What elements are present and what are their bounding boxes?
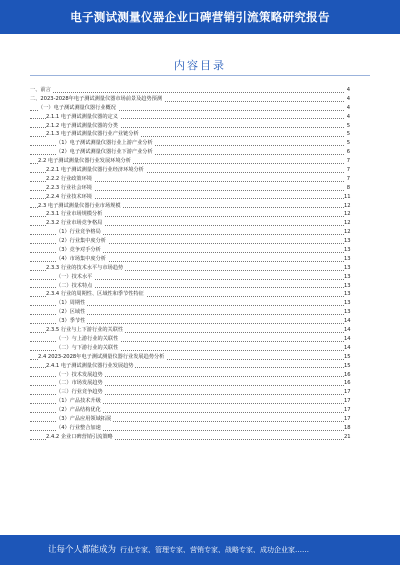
toc-entry-page: 14 xyxy=(344,327,351,334)
toc-entry[interactable] xyxy=(30,406,350,415)
toc-entry-page: 15 xyxy=(344,353,351,360)
toc-entry-label: 2.3.2 行业市场竞争格局 xyxy=(46,220,103,227)
toc-entry[interactable] xyxy=(30,166,350,175)
toc-entry-page: 4 xyxy=(344,104,350,113)
toc-entry-label: （2）区域性 xyxy=(56,309,86,316)
toc-entry[interactable] xyxy=(30,264,350,273)
toc-entry-page: 14 xyxy=(344,344,351,351)
report-title: 电子测试测量仪器企业口碑营销引流策略研究报告 xyxy=(70,10,330,24)
toc-entry[interactable] xyxy=(30,388,350,397)
toc-entry[interactable] xyxy=(30,104,350,113)
toc-entry-label: （二）市场发展趋势 xyxy=(56,380,103,387)
toc-entry-label: 2.3.4 行业的周期性、区域性和季节性特征 xyxy=(46,291,144,298)
toc-entry-page: 4 xyxy=(344,113,350,122)
toc-entry-label: 2.2.3 行业社会环境 xyxy=(46,184,92,191)
toc-entry-label: （4）行业整合加速 xyxy=(56,424,101,431)
toc-entry-page: 6 xyxy=(344,148,350,157)
toc-entry-label: （二）技术特点 xyxy=(56,282,93,289)
toc-entry[interactable] xyxy=(30,157,350,166)
toc-entry-page: 14 xyxy=(344,318,351,325)
toc-entry-page: 13 xyxy=(344,291,351,298)
toc-entry-label: 2.3 电子测试测量仪器行业市场规模 xyxy=(38,202,121,209)
toc-entry-label: 2.3.1 行业市场规模分析 xyxy=(46,211,103,218)
toc-entry[interactable] xyxy=(30,299,350,308)
toc-entry-label: （一）与上游行业的关联性 xyxy=(56,335,119,342)
toc-entry[interactable] xyxy=(30,326,350,335)
toc-entry[interactable] xyxy=(30,308,350,317)
toc-entry-page: 13 xyxy=(344,273,351,280)
toc-entry-label: 2.1.1 电子测试测量仪器的定义 xyxy=(46,113,118,120)
toc-entry-label: （3）产品应用领域拓展 xyxy=(56,415,112,422)
toc-entry[interactable] xyxy=(30,255,350,264)
toc-entry[interactable] xyxy=(30,210,350,219)
toc-entry-page: 16 xyxy=(344,371,351,378)
toc-entry-label: （3）季节性 xyxy=(56,318,86,325)
toc-entry-label: （一）电子测试测量仪器行业概况 xyxy=(38,104,116,111)
toc-entry-page: 13 xyxy=(344,309,351,316)
toc-leader-dots xyxy=(30,92,344,93)
toc-entry-page: 17 xyxy=(344,407,351,414)
report-header xyxy=(0,0,400,34)
toc-entry-label: 2.1.3 电子测试测量仪器行业产业链分析 xyxy=(46,131,139,138)
toc-entry-page: 13 xyxy=(344,300,351,307)
toc-entry[interactable] xyxy=(30,246,350,255)
toc-entry[interactable] xyxy=(30,139,350,148)
toc-entry-label: 2.1.2 电子测试测量仪器的分类 xyxy=(46,122,118,129)
toc-entry-page: 17 xyxy=(344,398,351,405)
toc-entry[interactable] xyxy=(30,344,350,353)
toc-entry-label: （一）技术水平 xyxy=(56,273,93,280)
toc-entry[interactable] xyxy=(30,86,350,95)
toc-entry[interactable] xyxy=(30,371,350,380)
toc-entry-page: 13 xyxy=(344,264,351,271)
toc-entry-page: 12 xyxy=(344,202,351,209)
toc-entry-label: （三）行业竞争趋势 xyxy=(56,389,103,396)
toc-entry[interactable] xyxy=(30,282,350,291)
toc-entry-page: 5 xyxy=(344,139,350,148)
toc-entry-page: 12 xyxy=(344,220,351,227)
toc-entry-label: （3）竞争对手分析 xyxy=(56,247,101,254)
toc-entry[interactable] xyxy=(30,379,350,388)
toc-entry-page: 21 xyxy=(344,433,351,440)
toc-entry-label: （2）行业集中度分析 xyxy=(56,238,106,245)
footer-tagline: 行业专家、管理专家、营销专家、战略专家、成功企业家…… xyxy=(120,546,309,554)
toc-entry[interactable] xyxy=(30,148,350,157)
toc-entry-label: 2.3.3 行业的技术水平与市场趋势 xyxy=(46,264,124,271)
toc-entry-page: 7 xyxy=(344,175,350,184)
toc-entry-label: （1）周期性 xyxy=(56,300,86,307)
toc-entry-page: 7 xyxy=(344,157,350,166)
toc-entry-page: 7 xyxy=(344,166,350,175)
toc-entry-label: 二、2023-2028年电子测试测量仪器市场前景及趋势预测 xyxy=(30,95,163,102)
toc-entry-page: 4 xyxy=(344,95,350,104)
toc-entry[interactable] xyxy=(30,353,350,362)
toc-entry-label: 2.2.2 行业政策环境 xyxy=(46,175,92,182)
toc-entry-label: 2.4.2 企业口碑营销引流策略 xyxy=(46,433,113,440)
toc-entry-label: （1）产品技术升级 xyxy=(56,398,101,405)
footer-slogan: 让每个人都能成为 xyxy=(48,545,117,555)
toc-entry-label: 2.4 2023-2028年电子测试测量仪器行业发展趋势分析 xyxy=(38,353,165,360)
toc-entry-label: （一）技术发展趋势 xyxy=(56,371,103,378)
toc-entry[interactable] xyxy=(30,335,350,344)
toc-entry[interactable] xyxy=(30,317,350,326)
toc-entry[interactable] xyxy=(30,424,350,433)
toc-entry-label: （1）行业竞争格局 xyxy=(56,229,101,236)
toc-entry-label: 一、前言 xyxy=(30,87,51,93)
toc-entry-page: 4 xyxy=(344,86,350,95)
toc-entry[interactable] xyxy=(30,113,350,122)
toc-entry[interactable] xyxy=(30,202,350,211)
toc-entry[interactable] xyxy=(30,193,350,202)
report-footer xyxy=(0,535,400,565)
toc-entry[interactable] xyxy=(30,130,350,139)
toc-entry[interactable] xyxy=(30,122,350,131)
toc-title: 内容目录 xyxy=(174,59,226,72)
toc-divider xyxy=(30,75,370,76)
toc-entry-page: 15 xyxy=(344,362,351,369)
table-of-contents xyxy=(30,86,350,442)
toc-entry[interactable] xyxy=(30,273,350,282)
toc-entry[interactable] xyxy=(30,237,350,246)
toc-entry-label: （4）市场集中度分析 xyxy=(56,255,106,262)
toc-entry[interactable] xyxy=(30,397,350,406)
toc-entry-label: 2.2.1 电子测试测量仪器行业经济环境分析 xyxy=(46,167,144,174)
toc-entry[interactable] xyxy=(30,184,350,193)
toc-entry-page: 18 xyxy=(344,424,351,431)
toc-entry-page: 13 xyxy=(344,282,351,289)
toc-entry[interactable] xyxy=(30,290,350,299)
toc-entry[interactable] xyxy=(30,228,350,237)
toc-entry-page: 12 xyxy=(344,229,351,236)
toc-entry-page: 13 xyxy=(344,255,351,262)
toc-entry-page: 17 xyxy=(344,415,351,422)
toc-entry-label: （2）电子测试测量仪器行业下游产业分析 xyxy=(56,149,153,156)
toc-entry-page: 12 xyxy=(344,211,351,218)
toc-entry-label: 2.2 电子测试测量仪器行业发展环境分析 xyxy=(38,158,131,165)
toc-entry-label: （二）与下游行业的关联性 xyxy=(56,344,119,351)
toc-entry[interactable] xyxy=(30,95,350,104)
toc-entry-page: 5 xyxy=(344,130,350,139)
toc-entry-label: 2.3.5 行业与上下游行业的关联性 xyxy=(46,327,124,334)
toc-entry-label: （1）电子测试测量仪器行业上游产业分析 xyxy=(56,140,153,147)
toc-entry-page: 17 xyxy=(344,389,351,396)
toc-entry-page: 13 xyxy=(344,247,351,254)
toc-entry[interactable] xyxy=(30,175,350,184)
toc-entry-page: 13 xyxy=(344,238,351,245)
toc-entry-page: 14 xyxy=(344,335,351,342)
toc-entry[interactable] xyxy=(30,415,350,424)
toc-entry-label: 2.2.4 行业技术环境 xyxy=(46,193,92,200)
toc-entry-page: 8 xyxy=(344,184,350,193)
toc-entry[interactable] xyxy=(30,433,350,442)
toc-entry-page: 5 xyxy=(344,122,350,131)
toc-entry-label: （2）产品结构优化 xyxy=(56,407,101,414)
toc-entry-label: 2.4.1 电子测试测量仪器行业发展趋势 xyxy=(46,362,134,369)
toc-entry[interactable] xyxy=(30,219,350,228)
toc-entry-page: 16 xyxy=(344,380,351,387)
toc-entry[interactable] xyxy=(30,362,350,371)
toc-entry-page: 11 xyxy=(344,193,351,200)
